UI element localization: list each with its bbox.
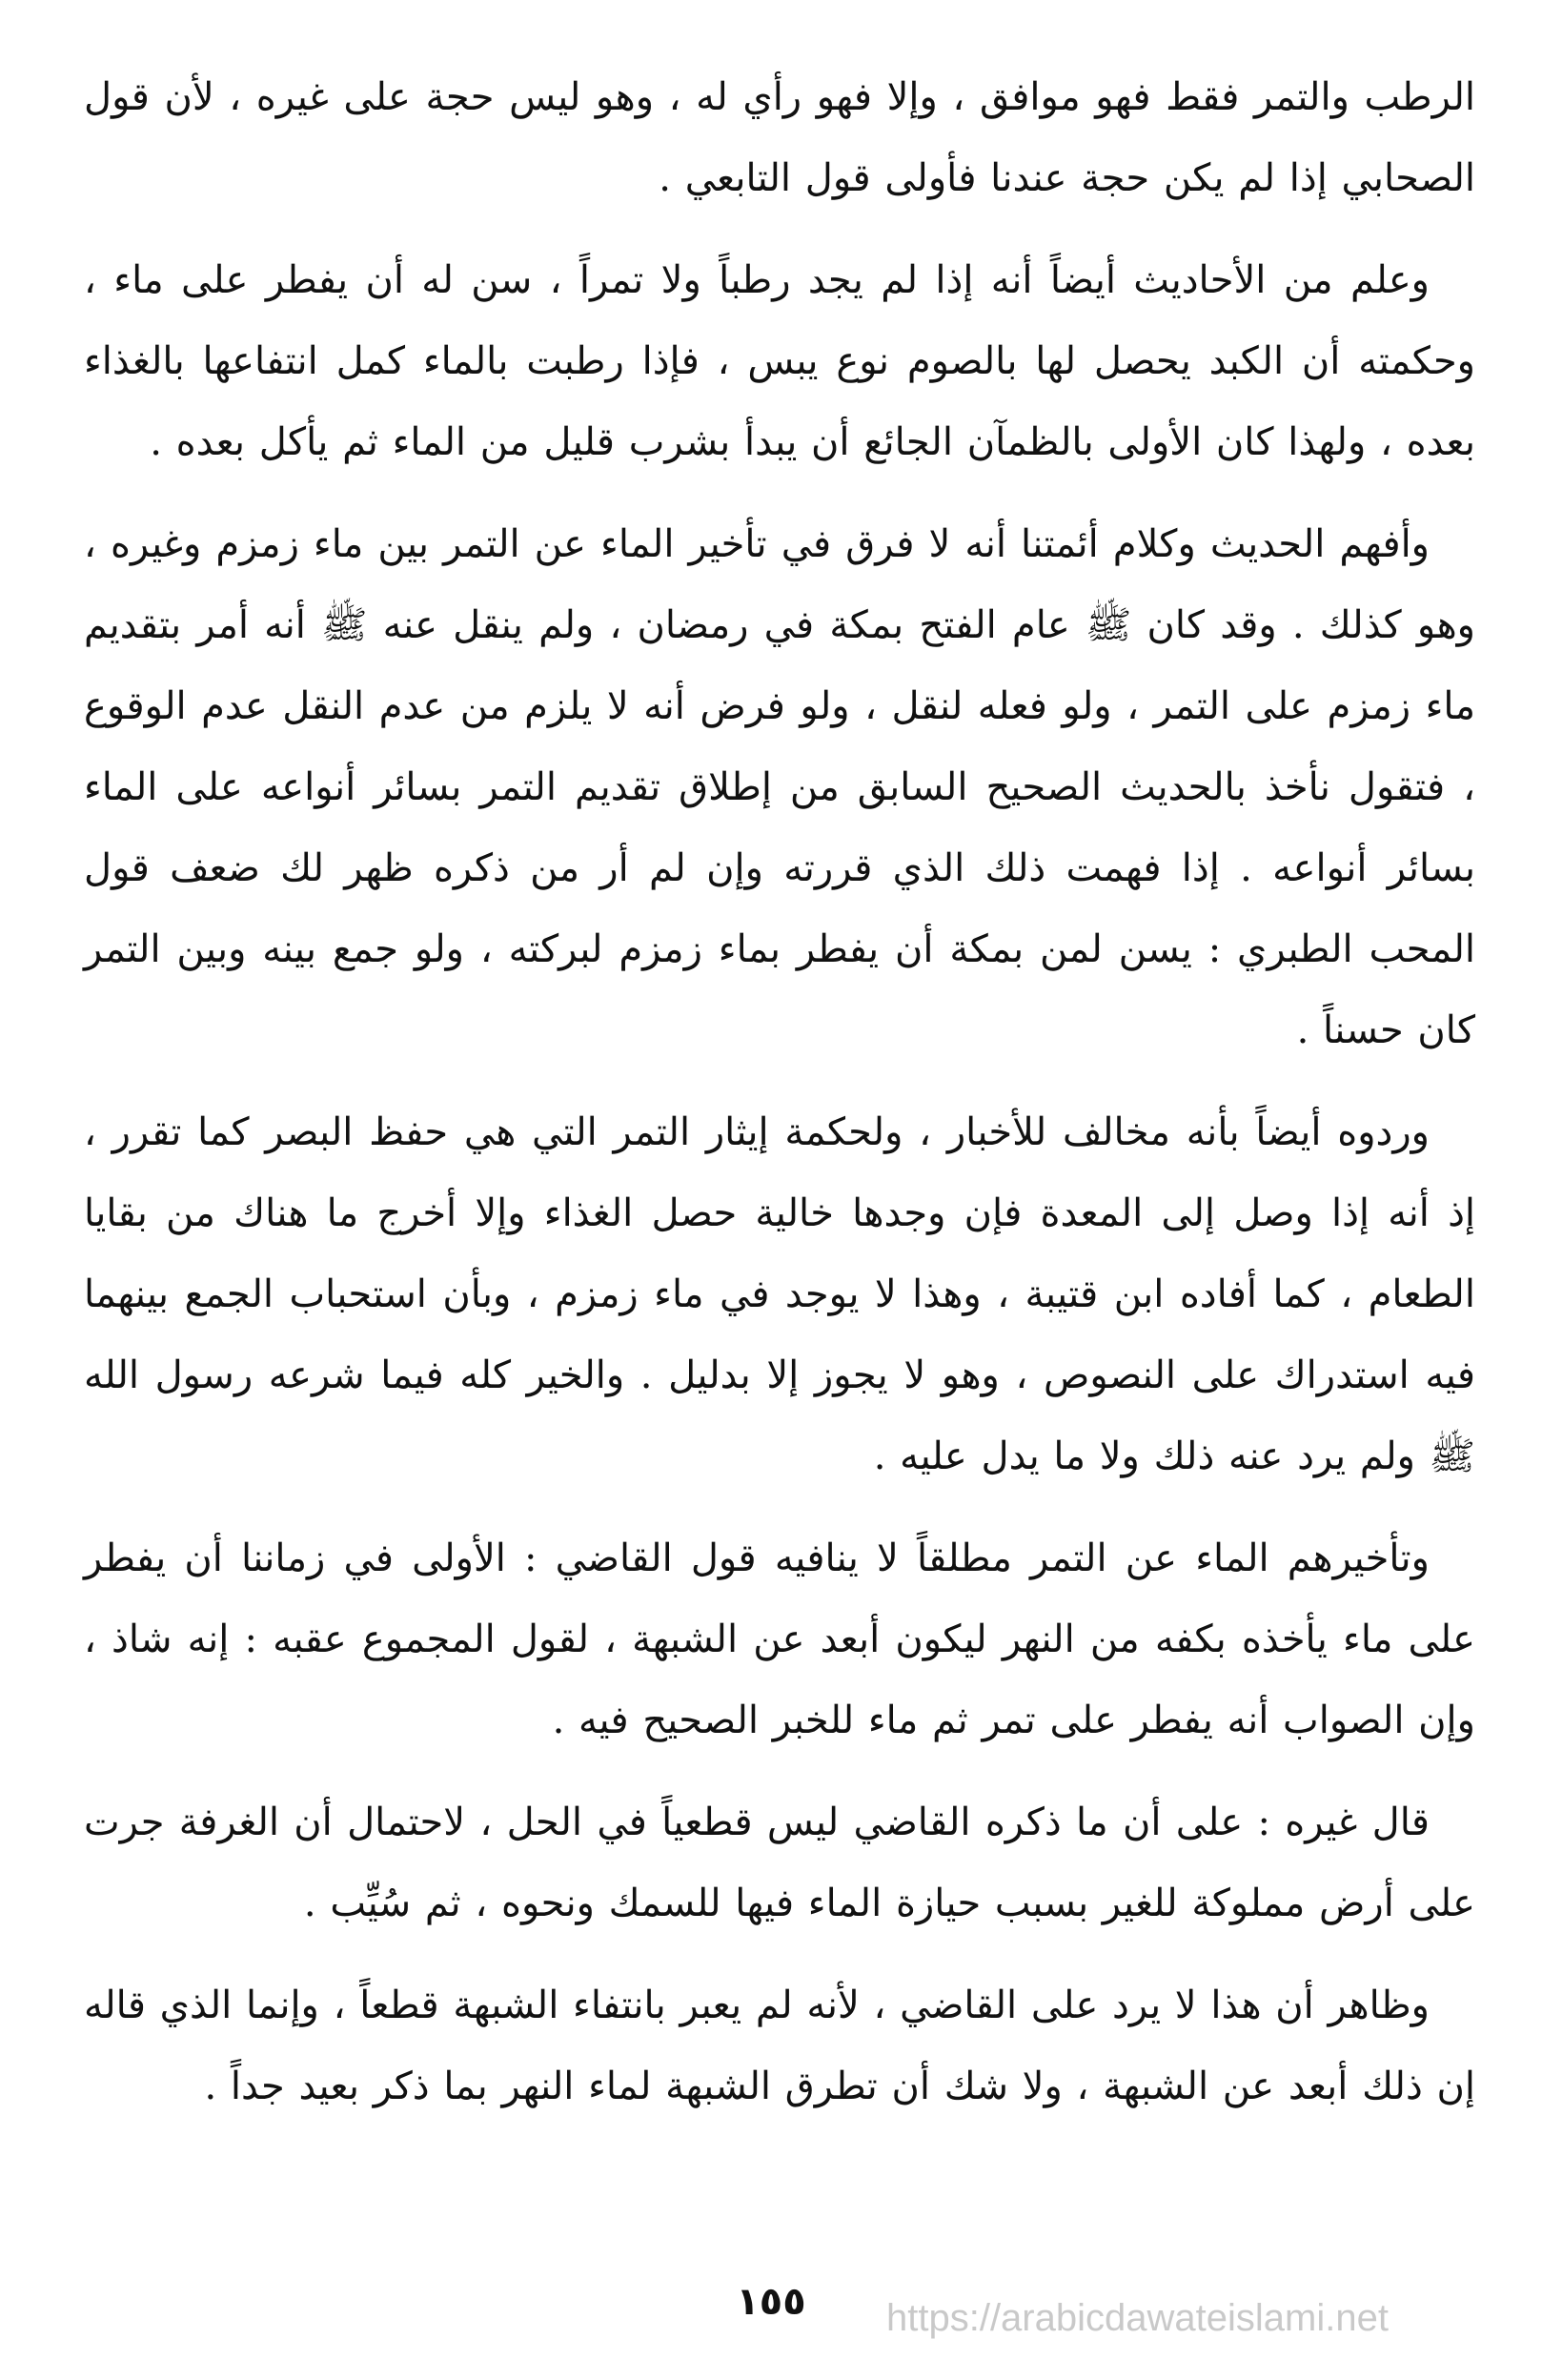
paragraph-6: قال غيره : على أن ما ذكره القاضي ليس قطعياً في الحل ، لاحتمال أن الغرفة جرت على أرض مملوكة للغير بسبب حيازة الماء فيها للسمك ونحوه ، ثم سُيِّب . bbox=[84, 1800, 1475, 1925]
paragraph-7: وظاهر أن هذا لا يرد على القاضي ، لأنه لم يعبر بانتفاء الشبهة قطعاً ، وإنما الذي قاله إن ذلك أبعد عن الشبهة ، ولا شك أن تطرق الشبهة لماء النهر بما ذكر بعيد جداً . bbox=[84, 1983, 1475, 2108]
watermark-url: https://arabicdawateislami.net bbox=[886, 2297, 1389, 2339]
page-body bbox=[84, 57, 1475, 2148]
paragraph-1: الرطب والتمر فقط فهو موافق ، وإلا فهو رأي له ، وهو ليس حجة على غيره ، لأن قول الصحابي إذا لم يكن حجة عندنا فأولى قول التابعي . bbox=[84, 75, 1475, 200]
paragraph-4: وردوه أيضاً بأنه مخالف للأخبار ، ولحكمة إيثار التمر التي هي حفظ البصر كما تقرر ، إذ أنه إذا وصل إلى المعدة فإن وجدها خالية حصل الغذاء وإلا أخرج ما هناك من بقايا الطعام ، كما أفاده ابن قتيبة ، وهذا لا يوجد في ماء زمزم ، وبأن استحباب الجمع بينهما فيه استدراك على النصوص ، وهو لا يجوز إلا بدليل . والخير كله فيما شرعه رسول الله ﷺ ولم يرد عنه ذلك ولا ما يدل عليه . bbox=[84, 1110, 1475, 1478]
page-number: ١٥٥ bbox=[736, 2280, 806, 2324]
paragraph-3: وأفهم الحديث وكلام أئمتنا أنه لا فرق في تأخير الماء عن التمر بين ماء زمزم وغيره ، وهو كذلك . وقد كان ﷺ عام الفتح بمكة في رمضان ، ولم ينقل عنه ﷺ أنه أمر بتقديم ماء زمزم على التمر ، ولو فعله لنقل ، ولو فرض أنه لا يلزم من عدم النقل عدم الوقوع ، فتقول نأخذ بالحديث الصحيح السابق من إطلاق تقديم التمر بسائر أنواعه على الماء بسائر أنواعه . إذا فهمت ذلك الذي قررته وإن لم أر من ذكره ظهر لك ضعف قول المحب الطبري : يسن لمن بمكة أن يفطر بماء زمزم لبركته ، ولو جمع بينه وبين التمر كان حسناً . bbox=[84, 522, 1475, 1052]
paragraph-2: وعلم من الأحاديث أيضاً أنه إذا لم يجد رطباً ولا تمراً ، سن له أن يفطر على ماء ، وحكمته أن الكبد يحصل لها بالصوم نوع يبس ، فإذا رطبت بالماء كمل انتفاعها بالغذاء بعده ، ولهذا كان الأولى بالظمآن الجائع أن يبدأ بشرب قليل من الماء ثم يأكل بعده . bbox=[84, 258, 1475, 464]
paragraph-5: وتأخيرهم الماء عن التمر مطلقاً لا ينافيه قول القاضي : الأولى في زماننا أن يفطر على ماء يأخذه بكفه من النهر ليكون أبعد عن الشبهة ، لقول المجموع عقبه : إنه شاذ ، وإن الصواب أنه يفطر على تمر ثم ماء للخبر الصحيح فيه . bbox=[84, 1536, 1475, 1742]
